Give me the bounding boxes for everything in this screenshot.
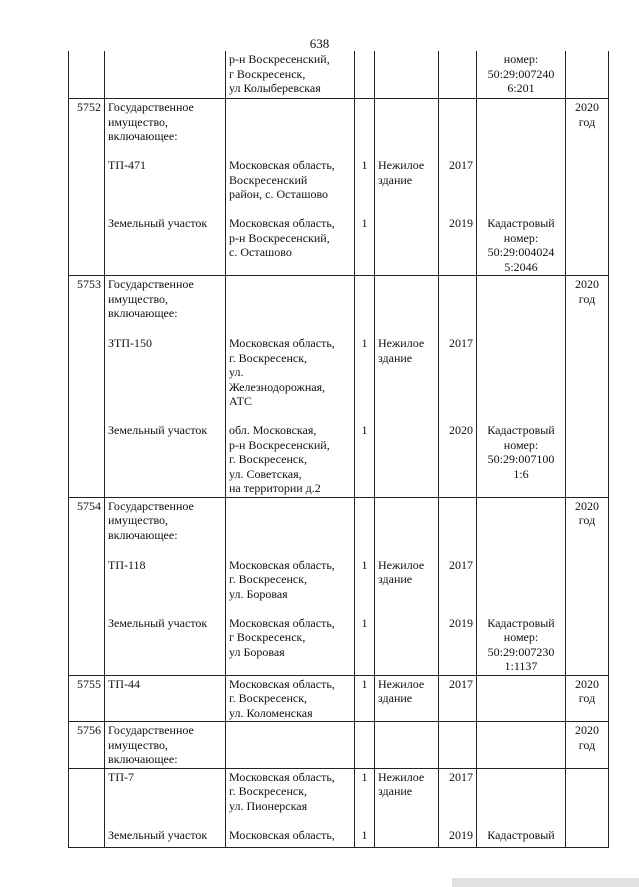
property-type: Нежилое здание (375, 335, 439, 422)
property-year: 2019 (439, 615, 477, 676)
row-number: 5753 (69, 276, 105, 336)
row-number (69, 557, 105, 615)
property-address: Московская область, Воскресенский район, с. Осташово (226, 157, 355, 215)
table-row (69, 276, 609, 336)
property-year: 2019 (439, 215, 477, 276)
property-type (375, 99, 439, 158)
property-year: 2017 (439, 335, 477, 422)
property-year: 2017 (439, 675, 477, 722)
property-year: 2017 (439, 557, 477, 615)
property-quantity (355, 99, 375, 158)
cadastral-number (477, 722, 566, 769)
property-address: р-н Воскресенский, г Воскресенск, ул Колыберевская (226, 51, 355, 99)
property-type (375, 215, 439, 276)
property-type (375, 276, 439, 336)
cadastral-number (477, 157, 566, 215)
property-year (439, 99, 477, 158)
cadastral-number (477, 557, 566, 615)
transfer-period (566, 51, 609, 99)
property-quantity (355, 497, 375, 557)
property-address: Московская область, (226, 827, 355, 848)
table-row (69, 335, 609, 422)
cadastral-number: Кадастровый номер: 50:29:007230 1:1137 (477, 615, 566, 676)
property-quantity: 1 (355, 157, 375, 215)
property-year (439, 497, 477, 557)
row-number (69, 215, 105, 276)
property-quantity (355, 276, 375, 336)
property-quantity: 1 (355, 768, 375, 827)
table-row (69, 51, 609, 99)
property-type (375, 497, 439, 557)
cadastral-number (477, 335, 566, 422)
row-number: 5755 (69, 675, 105, 722)
property-type (375, 722, 439, 769)
table-row (69, 497, 609, 557)
table-row (69, 157, 609, 215)
property-address: Московская область, р-н Воскресенский, с. Осташово (226, 215, 355, 276)
property-year: 2017 (439, 768, 477, 827)
property-quantity: 1 (355, 215, 375, 276)
transfer-period: 2020 год (566, 497, 609, 557)
property-address (226, 497, 355, 557)
property-registry-table (68, 51, 609, 848)
property-address: Московская область, г. Воскресенск, ул. Коломенская (226, 675, 355, 722)
property-type (375, 615, 439, 676)
property-year (439, 276, 477, 336)
property-type (375, 422, 439, 497)
property-type (375, 51, 439, 99)
row-number (69, 768, 105, 827)
cadastral-number: Кадастровый номер: 50:29:007100 1:6 (477, 422, 566, 497)
property-name: ТП-118 (105, 557, 226, 615)
property-address (226, 99, 355, 158)
table-row (69, 99, 609, 158)
property-name (105, 51, 226, 99)
property-address: обл. Московская, р-н Воскресенский, г. Воскресенск, ул. Советская, на территории д.2 (226, 422, 355, 497)
table-row (69, 215, 609, 276)
row-number (69, 157, 105, 215)
property-year (439, 51, 477, 99)
transfer-period (566, 827, 609, 848)
property-address (226, 722, 355, 769)
cadastral-number (477, 497, 566, 557)
transfer-period: 2020 год (566, 99, 609, 158)
cadastral-number: номер: 50:29:007240 6:201 (477, 51, 566, 99)
transfer-period: 2020 год (566, 722, 609, 769)
property-type: Нежилое здание (375, 557, 439, 615)
table-row (69, 422, 609, 497)
property-name: Государственное имущество, включающее: (105, 722, 226, 769)
row-number: 5756 (69, 722, 105, 769)
property-quantity: 1 (355, 422, 375, 497)
transfer-period (566, 422, 609, 497)
transfer-period (566, 335, 609, 422)
scan-artifact (452, 878, 639, 887)
row-number (69, 827, 105, 848)
property-name: Земельный участок (105, 422, 226, 497)
property-name: Государственное имущество, включающее: (105, 99, 226, 158)
cadastral-number (477, 675, 566, 722)
table-row (69, 615, 609, 676)
table-row (69, 827, 609, 848)
property-name: ТП-44 (105, 675, 226, 722)
row-number (69, 335, 105, 422)
page-number: 638 (309, 36, 330, 51)
property-name: Земельный участок (105, 215, 226, 276)
property-type: Нежилое здание (375, 157, 439, 215)
transfer-period (566, 615, 609, 676)
property-name: Земельный участок (105, 827, 226, 848)
property-type: Нежилое здание (375, 675, 439, 722)
table-row (69, 557, 609, 615)
property-name: ТП-471 (105, 157, 226, 215)
table-row (69, 722, 609, 769)
table-row (69, 675, 609, 722)
property-quantity: 1 (355, 675, 375, 722)
row-number: 5752 (69, 99, 105, 158)
property-address: Московская область, г. Воскресенск, ул. Боровая (226, 557, 355, 615)
property-type: Нежилое здание (375, 768, 439, 827)
property-name: ТП-7 (105, 768, 226, 827)
row-number (69, 422, 105, 497)
property-quantity: 1 (355, 557, 375, 615)
property-year: 2017 (439, 157, 477, 215)
cadastral-number (477, 276, 566, 336)
row-number: 5754 (69, 497, 105, 557)
property-quantity (355, 51, 375, 99)
property-year: 2019 (439, 827, 477, 848)
transfer-period (566, 768, 609, 827)
cadastral-number (477, 768, 566, 827)
table-row (69, 768, 609, 827)
property-quantity: 1 (355, 615, 375, 676)
property-address: Московская область, г. Воскресенск, ул. Железнодорожная, АТС (226, 335, 355, 422)
property-name: ЗТП-150 (105, 335, 226, 422)
row-number (69, 51, 105, 99)
property-name: Земельный участок (105, 615, 226, 676)
transfer-period: 2020 год (566, 276, 609, 336)
property-type (375, 827, 439, 848)
row-number (69, 615, 105, 676)
cadastral-number: Кадастровый номер: 50:29:004024 5:2046 (477, 215, 566, 276)
property-address (226, 276, 355, 336)
property-address: Московская область, г Воскресенск, ул Боровая (226, 615, 355, 676)
transfer-period (566, 557, 609, 615)
property-year: 2020 (439, 422, 477, 497)
property-quantity (355, 722, 375, 769)
property-quantity: 1 (355, 335, 375, 422)
transfer-period: 2020 год (566, 675, 609, 722)
property-quantity: 1 (355, 827, 375, 848)
cadastral-number (477, 99, 566, 158)
transfer-period (566, 157, 609, 215)
property-address: Московская область, г. Воскресенск, ул. Пионерская (226, 768, 355, 827)
property-name: Государственное имущество, включающее: (105, 497, 226, 557)
property-name: Государственное имущество, включающее: (105, 276, 226, 336)
transfer-period (566, 215, 609, 276)
property-year (439, 722, 477, 769)
cadastral-number: Кадастровый (477, 827, 566, 848)
